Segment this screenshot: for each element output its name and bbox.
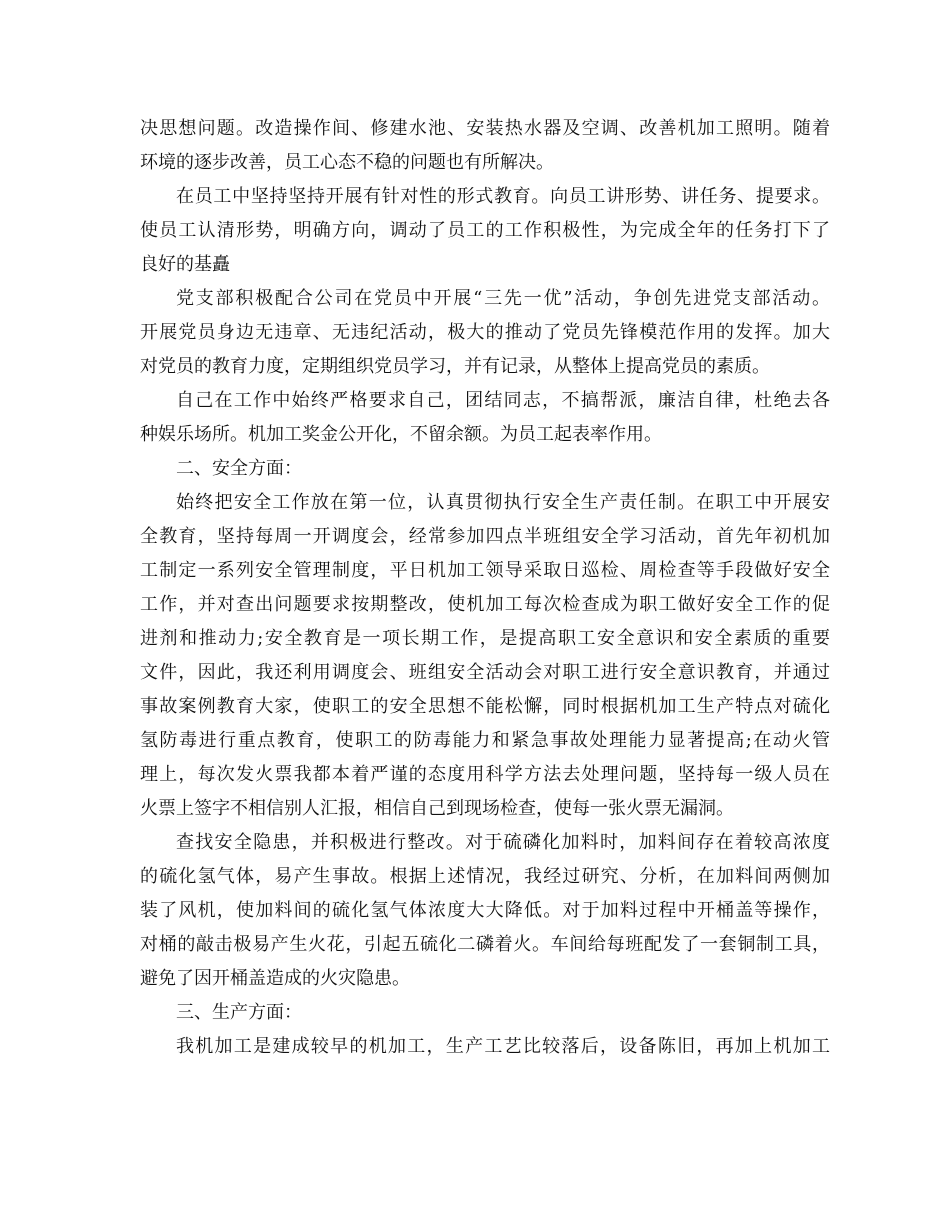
text-line: 氢防毒进行重点教育，使职工的防毒能力和紧急事故处理能力显著提高;在动火管	[140, 730, 830, 751]
text-line: 事故案例教育大家，使职工的安全思想不能松懈，同时根据机加工生产特点对硫化	[140, 696, 830, 717]
text-line: 自己在工作中始终严格要求自己，团结同志，不搞帮派，廉洁自律，杜绝去各	[176, 390, 830, 411]
text-line: 文件，因此，我还利用调度会、班组安全活动会对职工进行安全意识教育，并通过	[140, 662, 830, 683]
text-line: 党支部积极配合公司在党员中开展“三先一优”活动，争创先进党支部活动。	[176, 288, 830, 309]
text-line: 查找安全隐患，并积极进行整改。对于硫磷化加料时，加料间存在着较高浓度	[176, 832, 830, 853]
text-line: 的硫化氢气体，易产生事故。根据上述情况，我经过研究、分析，在加料间两侧加	[140, 866, 830, 887]
text-line: 工制定一系列安全管理制度，平日机加工领导采取日巡检、周检查等手段做好安全	[140, 560, 830, 581]
text-line: 在员工中坚持坚持开展有针对性的形式教育。向员工讲形势、讲任务、提要求。	[176, 186, 830, 207]
text-line: 我机加工是建成较早的机加工，生产工艺比较落后，设备陈旧，再加上机加工	[176, 1036, 830, 1057]
text-line: 火票上签字不相信别人汇报，相信自己到现场检查，使每一张火票无漏洞。	[140, 798, 734, 819]
text-line: 装了风机，使加料间的硫化氢气体浓度大大降低。对于加料过程中开桶盖等操作，	[140, 900, 830, 921]
text-line: 始终把安全工作放在第一位，认真贯彻执行安全生产责任制。在职工中开展安	[176, 492, 830, 513]
document-body	[140, 112, 830, 1064]
text-line: 理上，每次发火票我都本着严谨的态度用科学方法去处理问题，坚持每一级人员在	[140, 764, 830, 785]
text-line: 决思想问题。改造操作间、修建水池、安装热水器及空调、改善机加工照明。随着	[140, 118, 830, 139]
text-line: 避免了因开桶盖造成的火灾隐患。	[140, 968, 410, 989]
text-line: 进剂和推动力;安全教育是一项长期工作，是提高职工安全意识和安全素质的重要	[140, 628, 830, 649]
text-line: 对党员的教育力度，定期组织党员学习，并有记录，从整体上提高党员的素质。	[140, 356, 770, 377]
text-line: 种娱乐场所。机加工奖金公开化，不留余额。为员工起表率作用。	[140, 424, 662, 445]
text-line: 工作，并对查出问题要求按期整改，使机加工每次检查成为职工做好安全工作的促	[140, 594, 830, 615]
text-line: 开展党员身边无违章、无违纪活动，极大的推动了党员先锋模范作用的发挥。加大	[140, 322, 830, 343]
text-line: 使员工认清形势，明确方向，调动了员工的工作积极性，为完成全年的任务打下了	[140, 220, 830, 241]
text-line: 全教育，坚持每周一开调度会，经常参加四点半班组安全学习活动，首先年初机加	[140, 526, 830, 547]
text-line: 三、生产方面：	[176, 1002, 302, 1023]
text-line: 对桶的敲击极易产生火花，引起五硫化二磷着火。车间给每班配发了一套铜制工具，	[140, 934, 830, 955]
text-line: 二、安全方面：	[176, 458, 302, 479]
text-line: 环境的逐步改善，员工心态不稳的问题也有所解决。	[140, 152, 554, 173]
text-line: 良好的基矗	[140, 254, 230, 275]
